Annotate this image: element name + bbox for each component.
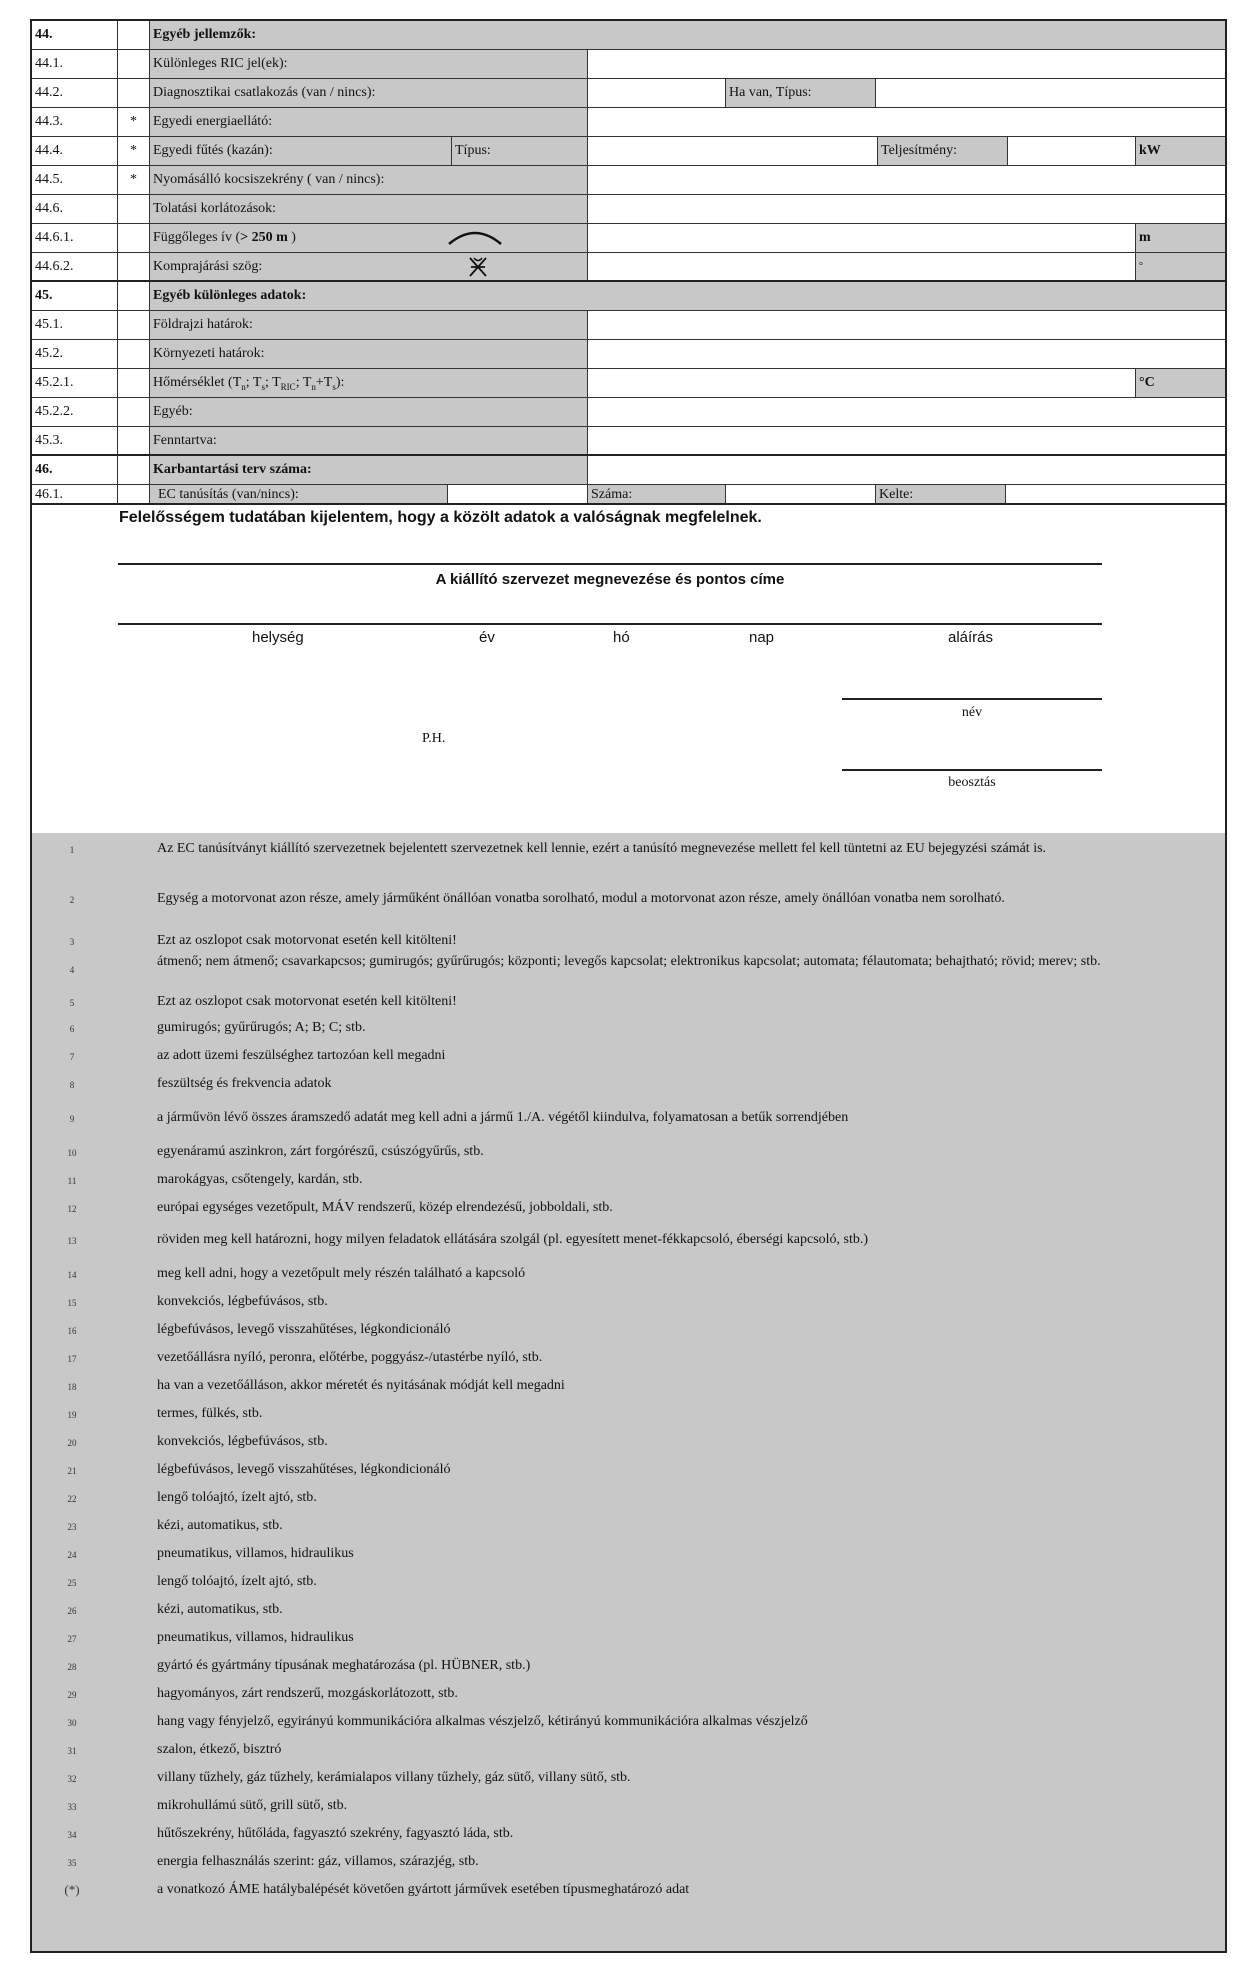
footnote-number: 29	[67, 1690, 77, 1700]
row-number: 45.	[32, 282, 118, 310]
row-label: Egyedi energiaellátó:	[150, 108, 588, 136]
footnote-text: röviden meg kell határozni, hogy milyen feladatok ellátására szolgál (pl. egyesített menet-fékkapcsoló, éberségi kapcsoló, stb.)	[157, 1232, 869, 1247]
row-star	[118, 253, 150, 280]
footnote-text: az adott üzemi feszülséghez tartozóan kell megadni	[157, 1048, 446, 1063]
footnote-text: konvekciós, légbefúvásos, stb.	[157, 1294, 328, 1309]
t-sub: s	[261, 381, 265, 392]
footnote-number: 1	[69, 845, 75, 855]
row-star: *	[118, 108, 150, 136]
footnote-number: 25	[67, 1578, 77, 1588]
footnote-text: szalon, étkező, bisztró	[157, 1742, 282, 1757]
footnote-number: 35	[67, 1858, 77, 1868]
row-number: 46.	[32, 456, 118, 484]
footnote-text: marokágyas, csőtengely, kardán, stb.	[157, 1172, 363, 1187]
footnote-text: pneumatikus, villamos, hidraulikus	[157, 1630, 354, 1645]
row-number: 44.6.	[32, 195, 118, 223]
value-field[interactable]	[588, 340, 1225, 368]
row-number: 44.	[32, 21, 118, 49]
footnote-text: gumirugós; gyűrűrugós; A; B; C; stb.	[157, 1020, 366, 1035]
value-field[interactable]	[588, 195, 1225, 223]
row-number: 45.1.	[32, 311, 118, 339]
t-pre: Hőmérséklet (T	[153, 375, 242, 390]
row-star	[118, 456, 150, 484]
row-star	[118, 340, 150, 368]
row-star	[118, 21, 150, 49]
unit-label: °	[1136, 253, 1225, 280]
footnote-text: villany tűzhely, gáz tűzhely, kerámialapos villany tűzhely, gáz sütő, villany sütő, stb.	[157, 1770, 631, 1785]
row-44-6-2	[32, 253, 1225, 282]
type-label: Ha van, Típus:	[726, 79, 876, 107]
row-44-3	[32, 108, 1225, 137]
unit-label: m	[1136, 224, 1225, 252]
row-44-5	[32, 166, 1225, 195]
footnote-text: ha van a vezetőálláson, akkor méretét és nyitásának módját kell megadni	[157, 1378, 565, 1393]
row-label: EC tanúsítás (van/nincs):	[150, 485, 448, 503]
row-label: Egyéb jellemzők:	[150, 21, 1225, 49]
t-sep: +T	[315, 375, 333, 390]
value-field[interactable]	[588, 253, 1136, 280]
footnote-number: 32	[67, 1774, 77, 1784]
footnote-text: egyenáramú aszinkron, zárt forgórészű, csúszógyűrűs, stb.	[157, 1144, 484, 1159]
footnote-number: 5	[69, 998, 75, 1008]
footnote-number: 13	[67, 1236, 77, 1246]
row-star	[118, 282, 150, 310]
t-sub: n	[311, 381, 316, 392]
footnote-number: 14	[67, 1270, 77, 1280]
declaration-statement: Felelősségem tudatában kijelentem, hogy a közölt adatok a valóságnak megfelelnek.	[119, 509, 762, 526]
row-number: 46.1.	[32, 485, 118, 503]
row-star	[118, 195, 150, 223]
row-44	[32, 21, 1225, 50]
row-45-3	[32, 427, 1225, 456]
t-sep: ; T	[295, 375, 312, 390]
footnote-text: légbefúvásos, levegő visszahűtéses, légkondicionáló	[157, 1462, 451, 1477]
footnote-text: energia felhasználás szerint: gáz, villamos, szárazjég, stb.	[157, 1854, 479, 1869]
row-number: 44.3.	[32, 108, 118, 136]
unit-label: °C	[1136, 369, 1225, 397]
footnotes-section	[32, 833, 1225, 1951]
row-number: 44.2.	[32, 79, 118, 107]
stamp-caption: P.H.	[422, 731, 446, 746]
value-field[interactable]	[588, 456, 1225, 484]
position-caption: beosztás	[948, 775, 996, 790]
row-label: Tolatási korlátozások:	[150, 195, 588, 223]
ec-field[interactable]	[448, 485, 588, 503]
type-field[interactable]	[876, 79, 1225, 107]
footnote-number: 20	[67, 1438, 77, 1448]
footnote-text: vezetőállásra nyíló, peronra, előtérbe, poggyász-/utastérbe nyíló, stb.	[157, 1350, 543, 1365]
row-45-2	[32, 340, 1225, 369]
footnote-number: 11	[67, 1176, 77, 1186]
power-label: Teljesítmény:	[878, 137, 1008, 165]
row-number: 44.6.1.	[32, 224, 118, 252]
row-45-2-1	[32, 369, 1225, 398]
value-field[interactable]	[588, 50, 1225, 78]
footnote-number: 21	[67, 1466, 77, 1476]
power-field[interactable]	[1008, 137, 1136, 165]
row-star	[118, 369, 150, 397]
type-field[interactable]	[588, 137, 878, 165]
footnote-number: 26	[67, 1606, 77, 1616]
organization-caption: A kiállító szervezet megnevezése és pontos címe	[435, 571, 785, 588]
footnote-text: kézi, automatikus, stb.	[157, 1518, 283, 1533]
row-star	[118, 224, 150, 252]
vertical-curve-icon	[447, 228, 503, 246]
kelte-field[interactable]	[1006, 485, 1225, 503]
kelte-label: Kelte:	[876, 485, 1006, 503]
row-number: 45.3.	[32, 427, 118, 454]
row-44-2	[32, 79, 1225, 108]
row-number: 45.2.1.	[32, 369, 118, 397]
footnote-number: 27	[67, 1634, 77, 1644]
row-label: Egyedi fűtés (kazán):	[150, 137, 452, 165]
footnote-text: hang vagy fényjelző, egyirányú kommunikációra alkalmas vészjelző, kétirányú kommunikációra alkalmas vészjelző	[157, 1714, 808, 1729]
row-number: 45.2.	[32, 340, 118, 368]
declaration-section	[32, 505, 1225, 835]
szama-label: Száma:	[588, 485, 726, 503]
row-label: Egyéb:	[150, 398, 588, 426]
footnote-number: 31	[67, 1746, 77, 1756]
footnote-text: Ezt az oszlopot csak motorvonat esetén kell kitölteni!	[157, 933, 457, 948]
row-star	[118, 398, 150, 426]
day-caption: nap	[749, 629, 775, 646]
value-field[interactable]	[588, 224, 1136, 252]
footnote-text: konvekciós, légbefúvásos, stb.	[157, 1434, 328, 1449]
footnote-number: 30	[67, 1718, 77, 1728]
row-label: Karbantartási terv száma:	[150, 456, 588, 484]
value-field[interactable]	[588, 369, 1136, 397]
footnote-number: 34	[67, 1830, 77, 1840]
label-text: Komprajárási szög:	[153, 259, 263, 274]
place-caption: helység	[252, 629, 304, 646]
footnote-number: 15	[67, 1298, 77, 1308]
row-46	[32, 456, 1225, 485]
t-post: ):	[335, 375, 345, 390]
footnote-text: a vonatkozó ÁME hatálybalépését követően gyártott járművek esetében típusmeghatározó adat	[157, 1882, 690, 1897]
footnote-number: 2	[69, 895, 75, 905]
row-star	[118, 79, 150, 107]
footnote-number: 18	[67, 1382, 77, 1392]
value-field[interactable]	[588, 398, 1225, 426]
row-star	[118, 311, 150, 339]
angle-icon	[468, 256, 488, 278]
row-star	[118, 485, 150, 503]
row-44-4	[32, 137, 1225, 166]
row-number: 44.5.	[32, 166, 118, 194]
position-line[interactable]	[842, 769, 1102, 771]
footnote-number: 7	[69, 1052, 75, 1062]
row-label: Földrajzi határok:	[150, 311, 588, 339]
footnote-text: meg kell adni, hogy a vezetőpult mely részén található a kapcsoló	[157, 1266, 526, 1281]
signature-caption: aláírás	[948, 629, 994, 646]
footnote-text: légbefúvásos, levegő visszahűtéses, légkondicionáló	[157, 1322, 451, 1337]
footnote-number: 3	[69, 937, 75, 947]
footnote-number: 6	[69, 1024, 75, 1034]
name-caption: név	[961, 705, 983, 720]
footnote-number: (*)	[64, 1882, 80, 1897]
row-45-2-2	[32, 398, 1225, 427]
footnote-text: Az EC tanúsítványt kiállító szervezetnek bejelentett szervezetnek kell lennie, ezért a tanúsító megnevezése mellett fel kell tüntetni az EU bejegyzési számát is.	[157, 841, 1047, 856]
footnote-number: 16	[67, 1326, 77, 1336]
row-star	[118, 50, 150, 78]
footnote-number: 33	[67, 1802, 77, 1812]
t-sep: ; T	[264, 375, 281, 390]
row-label: Környezeti határok:	[150, 340, 588, 368]
footnote-text: mikrohullámú sütő, grill sütő, stb.	[157, 1798, 348, 1813]
footnote-text: hűtőszekrény, hűtőláda, fagyasztó szekrény, fagyasztó láda, stb.	[157, 1826, 514, 1841]
row-45	[32, 282, 1225, 311]
divider	[118, 623, 1102, 625]
divider	[118, 563, 1102, 565]
value-field[interactable]	[588, 166, 1225, 194]
row-label: Diagnosztikai csatlakozás (van / nincs):	[150, 79, 588, 107]
footnote-text: lengő tolóajtó, ízelt ajtó, stb.	[157, 1574, 317, 1589]
value-field[interactable]	[588, 427, 1225, 454]
value-field[interactable]	[588, 311, 1225, 339]
szama-field[interactable]	[726, 485, 876, 503]
row-45-1	[32, 311, 1225, 340]
footnote-number: 8	[69, 1080, 75, 1090]
footnote-text: Egység a motorvonat azon része, amely járműként önállóan vonatba sorolható, modul a motorvonat azon része, amely önállóan vonatba nem sorolható.	[157, 891, 1005, 906]
row-number: 44.4.	[32, 137, 118, 165]
footnote-text: feszültség és frekvencia adatok	[157, 1076, 332, 1091]
footnote-number: 10	[67, 1148, 77, 1158]
row-44-1	[32, 50, 1225, 79]
footnote-number: 23	[67, 1522, 77, 1532]
row-label: Különleges RIC jel(ek):	[150, 50, 588, 78]
footnote-text: termes, fülkés, stb.	[157, 1406, 263, 1421]
footnote-text: pneumatikus, villamos, hidraulikus	[157, 1546, 354, 1561]
footnote-number: 19	[67, 1410, 77, 1420]
label-bold: > 250 m	[240, 230, 288, 245]
row-44-6	[32, 195, 1225, 224]
footnote-number: 22	[67, 1494, 77, 1504]
footnote-text: a járművön lévő összes áramszedő adatát meg kell adni a jármű 1./A. végétől kiindulva, folyamatosan a betűk sorrendjében	[157, 1110, 849, 1125]
t-sub: n	[241, 381, 246, 392]
name-line[interactable]	[842, 698, 1102, 700]
footnote-text: Ezt az oszlopot csak motorvonat esetén kell kitölteni!	[157, 994, 457, 1009]
footnote-number: 28	[67, 1662, 77, 1672]
row-number: 45.2.2.	[32, 398, 118, 426]
footnote-text: lengő tolóajtó, ízelt ajtó, stb.	[157, 1490, 317, 1505]
row-label	[150, 224, 588, 252]
row-46-1	[32, 485, 1225, 505]
row-label	[150, 253, 588, 280]
value-field[interactable]	[588, 108, 1225, 136]
t-sep: ; T	[245, 375, 262, 390]
label-end: )	[287, 230, 296, 245]
footnote-number: 12	[67, 1204, 77, 1214]
footnote-number: 17	[67, 1354, 77, 1364]
row-label: Egyéb különleges adatok:	[150, 282, 1225, 310]
t-sub: RIC	[280, 381, 296, 392]
row-number: 44.6.2.	[32, 253, 118, 280]
footnote-text: gyártó és gyártmány típusának meghatározása (pl. HÜBNER, stb.)	[157, 1658, 531, 1673]
form-sheet	[30, 19, 1227, 1953]
footnote-number: 24	[67, 1550, 77, 1560]
footnote-text: hagyományos, zárt rendszerű, mozgáskorlátozott, stb.	[157, 1686, 458, 1701]
unit-label: kW	[1136, 137, 1225, 165]
row-44-6-1	[32, 224, 1225, 253]
row-star	[118, 427, 150, 454]
footnote-text: európai egységes vezetőpult, MÁV rendszerű, közép elrendezésű, jobboldali, stb.	[157, 1200, 613, 1215]
row-star: *	[118, 137, 150, 165]
footnote-text: kézi, automatikus, stb.	[157, 1602, 283, 1617]
temperature-label	[150, 369, 588, 397]
month-caption: hó	[613, 629, 630, 646]
footnote-number: 9	[69, 1114, 75, 1124]
row-number: 44.1.	[32, 50, 118, 78]
footnote-number: 4	[69, 965, 75, 975]
t-sub: s	[332, 381, 336, 392]
type-label: Típus:	[452, 137, 588, 165]
row-star: *	[118, 166, 150, 194]
row-label: Nyomásálló kocsiszekrény ( van / nincs):	[150, 166, 588, 194]
label-text: Függőleges ív (	[153, 230, 241, 245]
value-field[interactable]	[588, 79, 726, 107]
footnote-text: átmenő; nem átmenő; csavarkapcsos; gumirugós; gyűrűrugós; központi; levegős kapcsolat; elektronikus kapcsolat; automata; félautomata; behajtható; rövid; merev; stb.	[157, 954, 1101, 969]
row-label: Fenntartva:	[150, 427, 588, 454]
year-caption: év	[479, 629, 495, 646]
